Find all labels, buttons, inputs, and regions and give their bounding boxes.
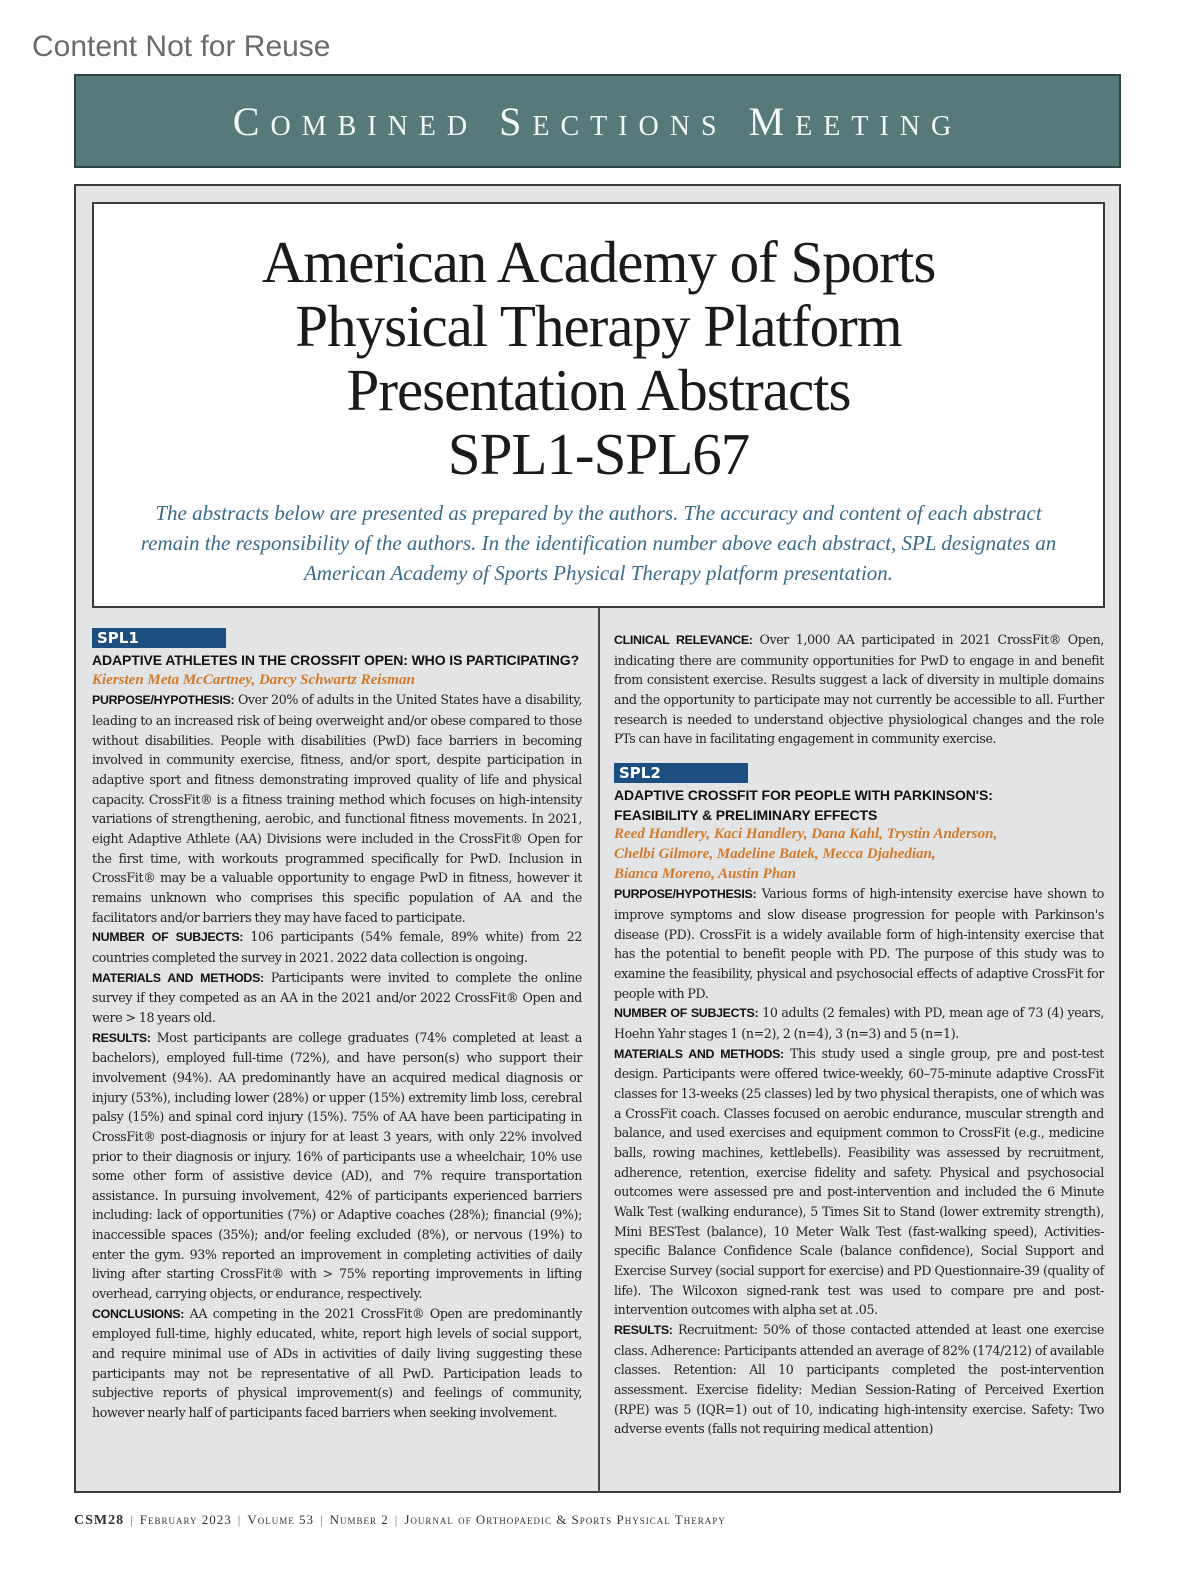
clinical-relevance-section [614, 630, 1104, 749]
section-text: 10 adults (2 females) with PD, mean age of 73 (4) years, Hoehn Yahr stages 1 (n=2), 2 (n=4), 3 (n=3) and 5 (n=1). [614, 1005, 1105, 1042]
results-section [92, 1028, 582, 1304]
section-label: PURPOSE/HYPOTHESIS: [614, 887, 757, 902]
journal-name: Journal of Orthopaedic & Sports Physical Therapy [404, 1512, 726, 1527]
separator: | [319, 1512, 324, 1527]
author-line: Chelbi Gilmore, Madeline Batek, Mecca Djahedian, [614, 846, 936, 863]
title-line: SPL1-SPL67 [447, 421, 750, 487]
purpose-section [92, 690, 582, 927]
intro-note: The abstracts below are presented as prepared by the authors. The accuracy and content of each abstract remain the responsibility of the authors. In the identification number above each abstract, SPL designates an American Academy of Sports Physical Therapy platform presentation. [140, 501, 1057, 585]
subjects-section [92, 927, 582, 967]
section-label: MATERIALS AND METHODS: [614, 1046, 784, 1061]
purpose-section [614, 884, 1104, 1003]
section-text: Participants were invited to complete the online survey if they competed as an AA in the 2021 and/or 2022 CrossFit® Open and were > 18 years old. [92, 969, 583, 1025]
section-text: Various forms of high-intensity exercise have shown to improve symptoms and slow disease progression for people with Parkinson's disease (PD). CrossFit is a widely available form of high-intensity exercise that has the potential to benefit people with PD. The purpose of this study was to examine the feasibility, physical and psychosocial effects of adaptive CrossFit for people with PD. [614, 886, 1105, 1001]
issue-number: Number 2 [329, 1512, 389, 1527]
conclusions-section [92, 1304, 582, 1423]
page-number: CSM28 [74, 1513, 125, 1528]
author-line: Bianca Moreno, Austin Phan [614, 865, 796, 882]
section-text: 106 participants (54% female, 89% white) from 22 countries completed the survey in 2021. 2022 data collection is ongoing. [92, 929, 583, 965]
spacer [614, 749, 1104, 763]
section-banner [74, 74, 1121, 168]
section-text: Over 1,000 AA participated in 2021 CrossFit® Open, indicating there are community opportunities for PwD to engage in and benefit from consistent exercise. Results suggest a lack of diversity in multiple domains and the opportunity to participate may not currently be accessible to all. Further research is needed to understand objective physiological changes and the role PTs can have in facilitating engagement in community exercise. [614, 632, 1104, 747]
author-line: Reed Handlery, Kaci Handlery, Dana Kahl, Trystin Anderson, [614, 826, 998, 843]
title-line: Physical Therapy Platform [295, 293, 902, 359]
section-text: Over 20% of adults in the United States have a disability, leading to an increased risk of being overweight and/or obese compared to those without disabilities. People with disabilities (PwD) face barriers in becoming involved in community exercise, fitness, and/or sport, despite participation in adaptive sport and fitness demonstrating improved quality of life and physical capacity. CrossFit® is a fitness training method which focuses on high-intensity variations of strengthening, aerobic, and functional fitness movements. In 2021, eight Adaptive Athlete (AA) Divisions were included in the CrossFit® Open for the first time, with workouts programmed specifically for PwD. Inclusion in CrossFit® may be a valuable opportunity to engage PwD in fitness, however it remains unknown who comprises this specific population of AA and the facilitators and/or barriers they may have faced to participate. [92, 692, 582, 925]
section-label: CONCLUSIONS: [92, 1306, 185, 1321]
abstract-id-tag: SPL2 [614, 763, 748, 783]
title-line: Presentation Abstracts [346, 357, 851, 423]
banner-title: Combined Sections Meeting [232, 98, 963, 144]
abstract-id-tag: SPL1 [92, 628, 226, 648]
separator: | [394, 1512, 399, 1527]
section-label: NUMBER OF SUBJECTS: [92, 930, 244, 945]
methods-section [614, 1044, 1104, 1320]
section-text: AA competing in the 2021 CrossFit® Open are predominantly employed full-time, highly educated, white, report high levels of social support, and require minimal use of ADs in activities of daily living suggesting these participants may not be representative of all PwD. Participation leads to subjective reports of physical improvement(s) and feelings of community, however nearly half of participants faced barriers when seeking involvement. [92, 1305, 583, 1421]
page-title [94, 230, 1103, 486]
section-label: CLINICAL RELEVANCE: [614, 633, 753, 647]
watermark: Content Not for Reuse [32, 30, 331, 63]
volume: Volume 53 [247, 1512, 314, 1527]
abstract-title: ADAPTIVE ATHLETES IN THE CROSSFIT OPEN: WHO IS PARTICIPATING? [92, 652, 580, 668]
methods-section [92, 968, 582, 1028]
section-label: PURPOSE/HYPOTHESIS: [92, 693, 235, 708]
content-panel [74, 184, 1121, 1493]
title-line: ADAPTIVE CROSSFIT FOR PEOPLE WITH PARKINSON'S: [614, 786, 993, 803]
section-label: NUMBER OF SUBJECTS: [614, 1006, 759, 1021]
abstract-authors: Kiersten Meta McCartney, Darcy Schwartz Reisman [92, 671, 415, 688]
separator: | [130, 1512, 134, 1527]
abstract-spl2 [614, 763, 1104, 1439]
column-divider [598, 608, 600, 1493]
subjects-section [614, 1003, 1104, 1043]
abstract-title [614, 786, 1104, 825]
right-column [614, 630, 1104, 1439]
page-footer [74, 1512, 726, 1529]
separator: | [237, 1512, 242, 1527]
section-label: RESULTS: [614, 1322, 673, 1337]
abstract-spl1 [92, 628, 582, 1423]
abstract-authors [614, 825, 1104, 884]
section-label: RESULTS: [92, 1030, 151, 1045]
results-section [614, 1320, 1104, 1439]
title-line: FEASIBILITY & PRELIMINARY EFFECTS [614, 806, 878, 823]
section-text: Most participants are college graduates (74% completed at least a bachelors), employed full-time (72%), and have person(s) who support their involvement (94%). AA predominantly have an acquired medical diagnosis or injury (53%), including lower (28%) or upper (15%) extremity limb loss, cerebral palsy (15%) and spinal cord injury (15%). 75% of AA have been participating in CrossFit® post-diagnosis or injury for at least 3 years, with only 22% involved prior to their diagnosis or injury. 16% of participants use a wheelchair, 10% use some other form of assistive device (AD), and 7% require transportation assistance. In pursuing involvement, 42% of participants experienced barriers including: lack of opportunities (7%) or Adaptive coaches (28%); financial (9%); inaccessible spaces (35%); and/or feeling excluded (8%), or nervous (19%) to enter the gym. 93% reported an improvement in completing activities of daily living after starting CrossFit® with > 75% reporting improvements in lifting overhead, carrying objects, or endurance, respectively. [92, 1029, 582, 1302]
title-line: American Academy of Sports [261, 229, 936, 295]
section-text: This study used a single group, pre and post-test design. Participants were offered twice-weekly, 60–75-minute adaptive CrossFit classes for 13-weeks (25 classes) led by two physical therapists, one of which was a CrossFit coach. Classes focused on aerobic endurance, muscular strength and balance, and used exercises and equipment common to CrossFit (e.g., medicine balls, rowing machines, kettlebells). Feasibility was assessed by recruitment, adherence, retention, exercise fidelity and safety. Physical and psychosocial outcomes were assessed pre and post-intervention and included the 6 Minute Walk Test (walking endurance), 5 Times Sit to Stand (lower extremity strength), Mini BESTest (balance), 10 Meter Walk Test (fast-walking speed), Activities-specific Balance Confidence Scale (balance confidence), Social Support and Exercise Survey (social support for exercise) and PD Questionnaire-39 (quality of life). The Wilcoxon signed-rank test was used to compare pre and post-intervention outcomes with alpha set at .05. [614, 1045, 1104, 1318]
title-box [92, 202, 1105, 608]
section-label: MATERIALS AND METHODS: [92, 970, 264, 985]
section-text: Recruitment: 50% of those contacted attended at least one exercise class. Adherence: Participants attended an average of 82% (174/212) of available classes. Retention: All 10 participants completed the post-intervention assessment. Exercise fidelity: Median Session-Rating of Perceived Exertion (RPE) was 5 (IQR=1) out of 10, indicating high-intensity exercise. Safety: Two adverse events (falls not requiring medical attention) [614, 1321, 1104, 1437]
issue-date: February 2023 [139, 1512, 232, 1527]
